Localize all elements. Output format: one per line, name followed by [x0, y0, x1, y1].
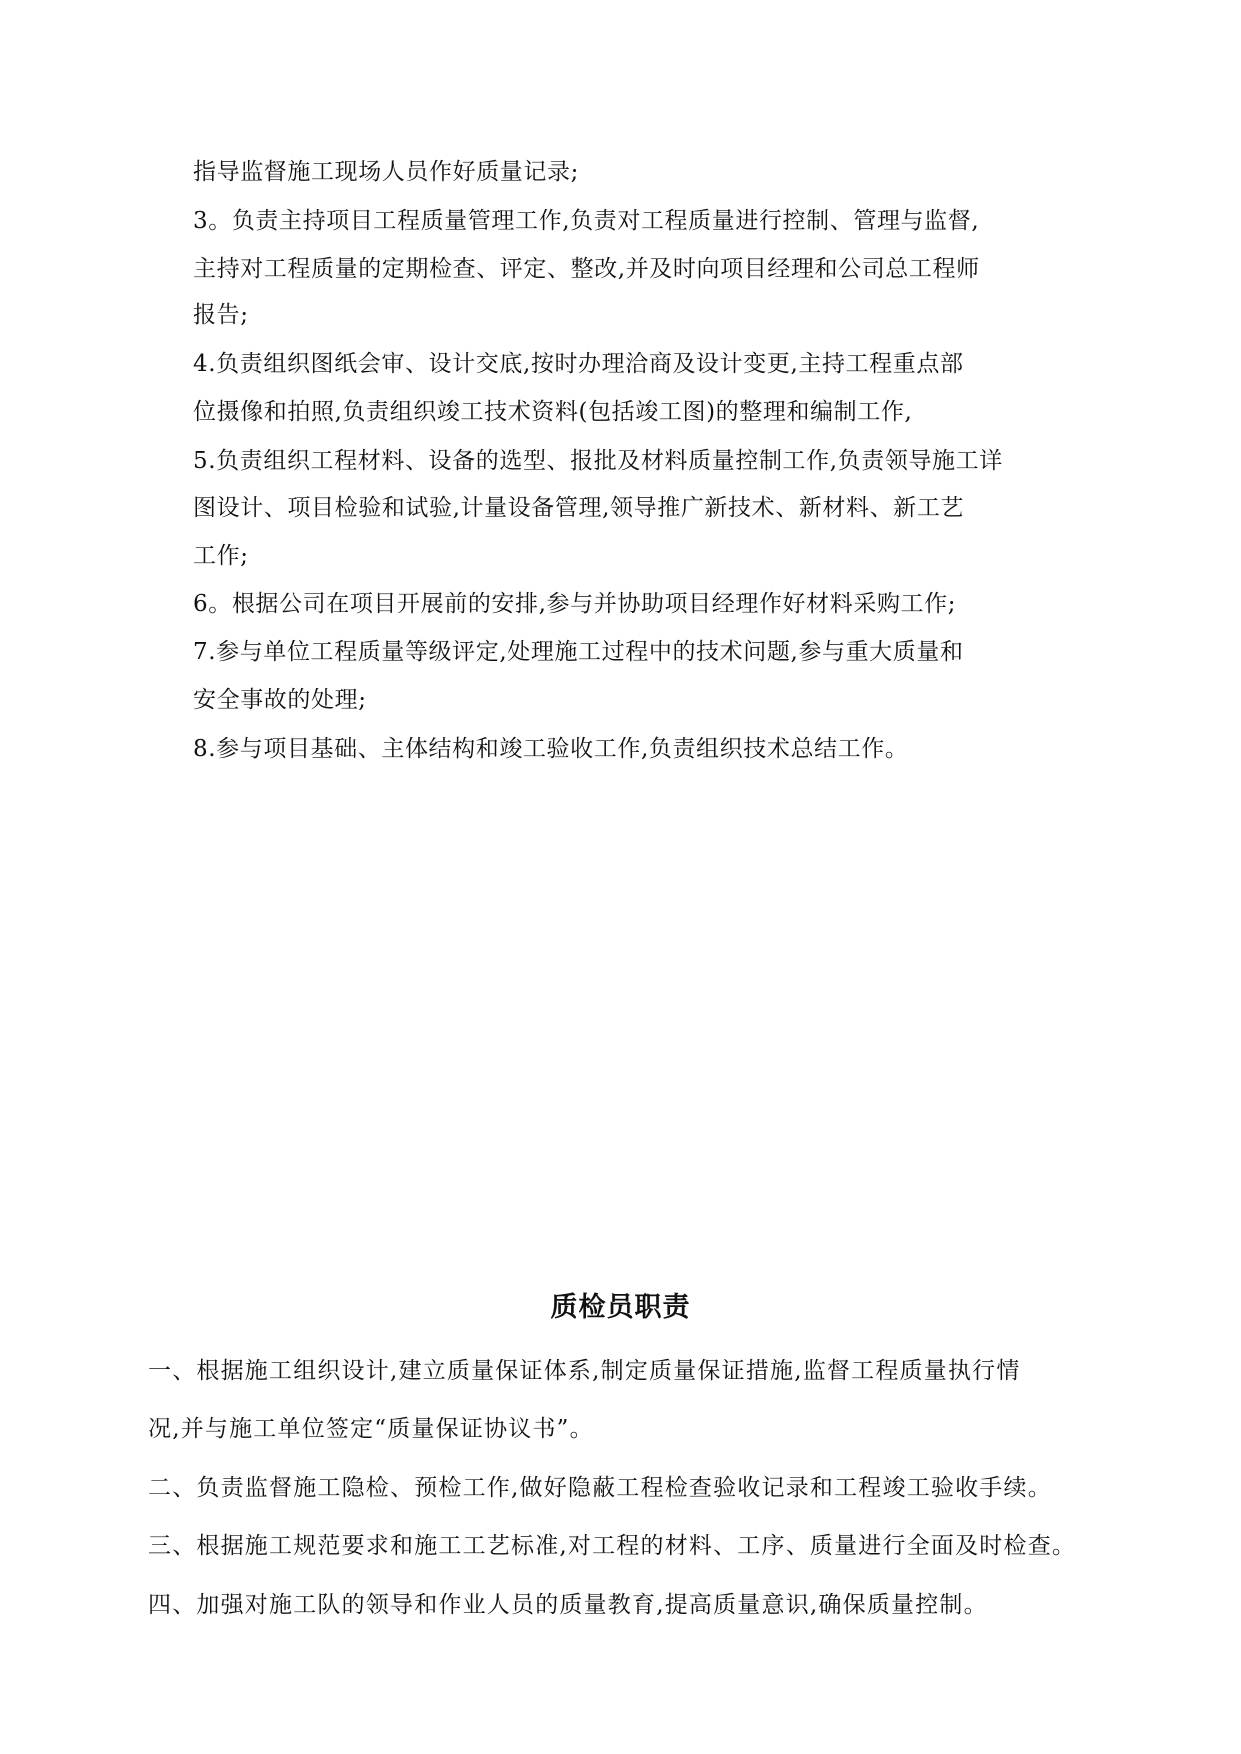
text-line: 三、根据施工规范要求和施工工艺标准,对工程的材料、工序、质量进行全面及时检查。	[148, 1533, 1077, 1559]
text-line: 二、负责监督施工隐检、预检工作,做好隐蔽工程检查验收记录和工程竣工验收手续。	[148, 1475, 1052, 1501]
text-line: 6。根据公司在项目开展前的安排,参与并协助项目经理作好材料采购工作;	[193, 591, 957, 617]
text-line: 3。负责主持项目工程质量管理工作,负责对工程质量进行控制、管理与监督,	[193, 208, 980, 234]
text-line: 工作;	[193, 543, 249, 569]
text-line: 安全事故的处理;	[193, 687, 367, 713]
text-line: 8.参与项目基础、主体结构和竣工验收工作,负责组织技术总结工作。	[193, 736, 909, 762]
text-line: 4.负责组织图纸会审、设计交底,按时办理洽商及设计变更,主持工程重点部	[193, 351, 964, 377]
section-title: 质检员职责	[550, 1292, 691, 1323]
text-line: 位摄像和拍照,负责组织竣工技术资料(包括竣工图)的整理和编制工作,	[193, 399, 913, 425]
text-line: 指导监督施工现场人员作好质量记录;	[193, 159, 579, 185]
text-line: 7.参与单位工程质量等级评定,处理施工过程中的技术问题,参与重大质量和	[193, 639, 964, 665]
text-line: 报告;	[193, 302, 249, 328]
text-line: 主持对工程质量的定期检查、评定、整改,并及时向项目经理和公司总工程师	[193, 256, 980, 282]
text-line: 一、根据施工组织设计,建立质量保证体系,制定质量保证措施,监督工程质量执行情	[148, 1358, 1021, 1384]
text-line: 四、加强对施工队的领导和作业人员的质量教育,提高质量意识,确保质量控制。	[148, 1592, 988, 1618]
text-line: 图设计、项目检验和试验,计量设备管理,领导推广新技术、新材料、新工艺	[193, 495, 965, 521]
text-line: 5.负责组织工程材料、设备的选型、报批及材料质量控制工作,负责领导施工详	[193, 448, 1003, 474]
text-line: 况,并与施工单位签定“质量保证协议书”。	[148, 1416, 594, 1442]
